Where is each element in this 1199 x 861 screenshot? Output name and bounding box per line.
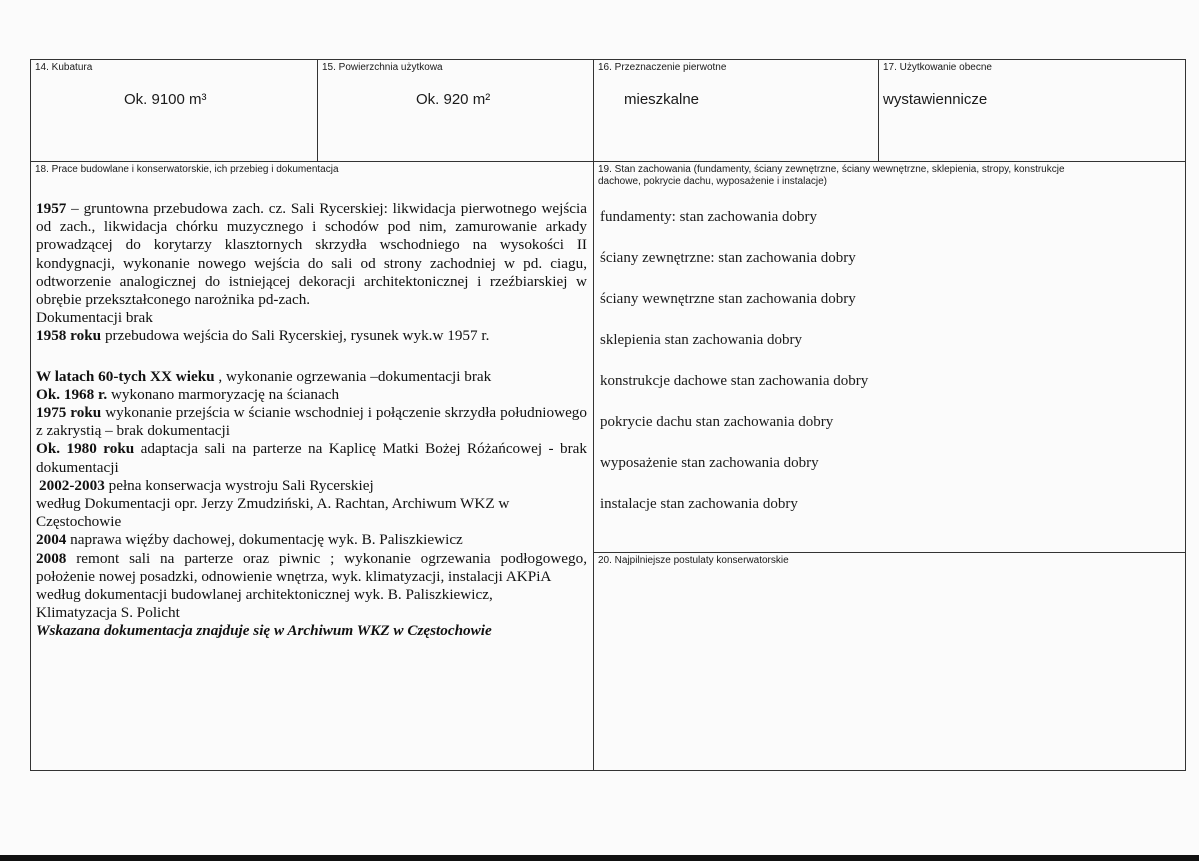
field-label: 14. Kubatura — [35, 62, 93, 73]
entry-1980 — [36, 440, 587, 476]
year: 2004 — [36, 531, 67, 549]
archive-note: Wskazana dokumentacja znajduje się w Archiwum WKZ w Częstochowie — [36, 622, 492, 640]
stan-item: fundamenty: stan zachowania dobry — [600, 209, 818, 225]
prace-text — [36, 200, 587, 641]
year: 1958 roku — [36, 327, 102, 345]
entry-1957 — [36, 200, 587, 309]
entry-text: wykonano marmoryzację na ścianach — [107, 385, 340, 403]
entry-note: według Dokumentacji opr. Jerzy Zmudziński, A. Rachtan, Archiwum WKZ w Częstochowie — [36, 495, 510, 531]
stan-item: ściany wewnętrzne stan zachowania dobry — [600, 291, 856, 307]
cell-stan — [593, 161, 1186, 553]
entry-text: pełna konserwacja wystroju Sali Rycerskiej — [104, 476, 374, 494]
entry-text: – gruntowna przebudowa zach. cz. Sali Rycerskiej: likwidacja pierwotnego wejścia od zach., likwidacja chórku muzycznego i schodów pod nim, zamurowanie arkady prowadzącej do korytarzy klasztornych skrzydła wschodniego na wysokości II kondygnacji, wykonanie nowego wejścia do sali od strony zachodniej w pd. ciagu, odtworzenie analogicznej do istniejącej dekoracji architektonicznej i rzeźbiarskiej w obrębie przekształconego narożnika pd-zach. — [36, 200, 587, 309]
field-label: 20. Najpilniejsze postulaty konserwatorskie — [598, 555, 789, 566]
entry-text: naprawa więźby dachowej, dokumentację wyk. B. Paliszkiewicz — [66, 531, 463, 549]
entry-note: według dokumentacji budowlanej architektonicznej wyk. B. Paliszkiewicz, Klimatyzacja S. Policht — [36, 586, 493, 622]
entry-1975 — [36, 404, 587, 440]
stan-item: instalacje stan zachowania dobry — [600, 496, 798, 512]
year: 1957 — [36, 200, 67, 217]
entry-60s — [36, 368, 587, 386]
field-label: 16. Przeznaczenie pierwotne — [598, 62, 727, 73]
field-label: 18. Prace budowlane i konserwatorskie, ich przebieg i dokumentacja — [35, 164, 339, 175]
entry-text: adaptacja sali na parterze na Kaplicę Matki Bożej Różańcowej - brak dokumentacji — [36, 440, 587, 476]
przeznaczenie-value: mieszkalne — [624, 91, 700, 108]
entry-2002 — [36, 477, 587, 495]
cell-przeznaczenie — [593, 59, 879, 162]
cell-powierzchnia — [317, 59, 594, 162]
stan-item: wyposażenie stan zachowania dobry — [600, 455, 819, 471]
field-label: 19. Stan zachowania (fundamenty, ściany zewnętrzne, ściany wewnętrzne, sklepienia, stropy, konstrukcje dachowe, pokrycie dachu, wyposażenie i instalacje) — [598, 164, 1065, 187]
year: 1975 roku — [36, 404, 102, 422]
stan-item: ściany zewnętrzne: stan zachowania dobry — [600, 250, 856, 266]
entry-text: przebudowa wejścia do Sali Rycerskiej, rysunek wyk.w 1957 r. — [101, 327, 490, 345]
scan-edge — [0, 855, 1199, 861]
year: Ok. 1968 r. — [36, 385, 108, 403]
kubatura-value: Ok. 9100 m³ — [124, 91, 207, 108]
cell-prace — [30, 161, 594, 771]
entry-text: , wykonanie ogrzewania –dokumentacji brak — [214, 367, 492, 385]
entry-text: wykonanie przejścia w ścianie wschodniej i połączenie skrzydła południowego z zakrystią – brak dokumentacji — [36, 404, 587, 440]
entry-2008 — [36, 550, 587, 586]
field-label: 17. Użytkowanie obecne — [883, 62, 992, 73]
year: W latach 60-tych XX wieku — [36, 367, 215, 385]
cell-uzytkowanie — [878, 59, 1186, 162]
cell-postulaty — [593, 552, 1186, 771]
entry-2004 — [36, 531, 587, 549]
entry-note: Dokumentacji brak — [36, 309, 153, 327]
entry-1958 — [36, 327, 587, 345]
powierzchnia-value: Ok. 920 m² — [416, 91, 491, 108]
year: Ok. 1980 roku — [36, 440, 135, 458]
cell-kubatura — [30, 59, 318, 162]
uzytkowanie-value: wystawiennicze — [883, 91, 988, 108]
stan-item: sklepienia stan zachowania dobry — [600, 332, 803, 348]
stan-item: konstrukcje dachowe stan zachowania dobry — [600, 373, 869, 389]
year: 2002-2003 — [39, 476, 105, 494]
year: 2008 — [36, 549, 67, 567]
entry-text: remont sali na parterze oraz piwnic ; wykonanie ogrzewania podłogowego, położenie nowej posadzki, odnowienie wnętrza, wyk. klimatyzacji, instalacji AKPiA — [36, 549, 587, 585]
entry-1968 — [36, 386, 587, 404]
stan-item: pokrycie dachu stan zachowania dobry — [600, 414, 834, 430]
field-label: 15. Powierzchnia użytkowa — [322, 62, 443, 73]
